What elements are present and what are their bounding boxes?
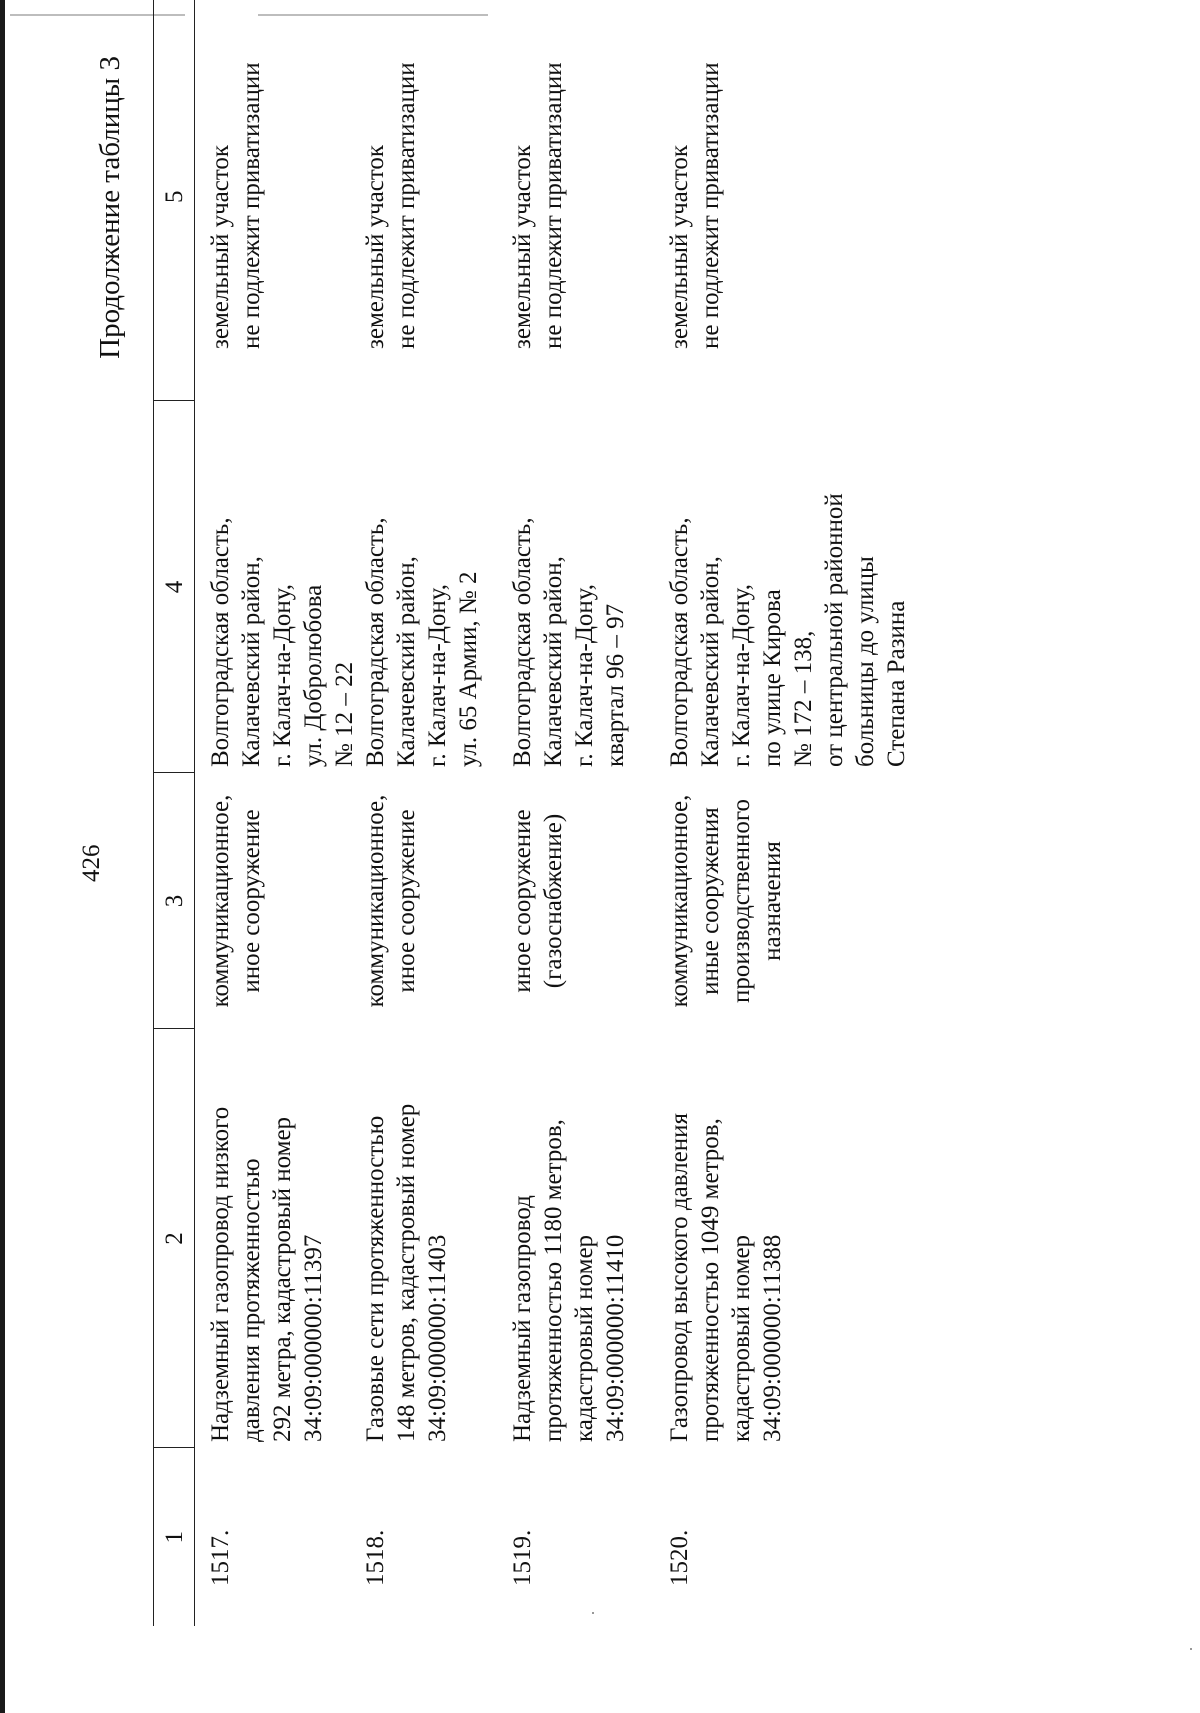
object-note [195,0,361,401]
cell-line: земельный участок [362,144,389,349]
cell-line: больницы до улицы [852,556,879,767]
cell-line: кадастровый номер [571,1234,598,1442]
object-name [664,1029,912,1448]
cell-line: ул. 65 Армии, № 2 [455,571,482,767]
cell-line: Волгоградская область, [666,517,693,767]
cell-line: Калачевский район, [697,556,724,767]
cell-line: иное сооружение [238,809,265,993]
cell-line: иное сооружение [509,809,536,993]
cell-line: № 172 – 138, [790,630,817,767]
cell-line: производственного [728,799,755,1003]
object-type [360,773,507,1029]
header-col-5: 5 [154,0,195,401]
cell-line: земельный участок [666,144,693,349]
object-note [664,0,912,401]
cell-line: кадастровый номер [728,1234,755,1442]
cell-line: Надземный газопровод [509,1195,536,1442]
table-row [195,0,361,1626]
cell-line: иное сооружение [393,809,420,993]
cell-line: Калачевский район, [540,556,567,767]
object-note [507,0,664,401]
header-col-4: 4 [154,401,195,773]
cell-line: 148 метров, кадастровый номер [393,1103,420,1442]
cell-line: г. Калач-на-Дону, [269,583,296,767]
cell-line: Газопровод высокого давления [666,1113,693,1442]
continuation-title: Продолжение таблицы 3 [94,56,126,359]
cell-line: г. Калач-на-Дону, [424,583,451,767]
object-name [507,1029,664,1448]
object-address [664,401,912,773]
cell-line: Волгоградская область, [207,517,234,767]
object-address [360,401,507,773]
cell-line: (газоснабжение) [540,813,567,989]
header-col-2: 2 [154,1029,195,1448]
object-address [507,401,664,773]
cell-line: Волгоградская область, [509,517,536,767]
table-row [664,0,912,1626]
cell-line: не подлежит приватизации [697,62,724,349]
object-address [195,401,361,773]
cell-line: протяженностью 1049 метров, [697,1118,724,1442]
cell-line: Надземный газопровод низкого [207,1106,234,1442]
header-col-1: 1 [154,1448,195,1626]
header-col-3: 3 [154,773,195,1029]
cell-line: коммуникационное, [362,794,389,1008]
cell-line: 34:09:000000:11410 [602,1234,629,1442]
cell-line: 34:09:000000:11388 [759,1234,786,1442]
cell-line: г. Калач-на-Дону, [728,583,755,767]
cell-line: земельный участок [207,144,234,349]
object-name [195,1029,361,1448]
cell-line: коммуникационное, [666,794,693,1008]
cell-line: 34:09:000000:11403 [424,1234,451,1442]
object-type [664,773,912,1029]
cell-line: ул. Добролюбова [300,584,327,767]
cell-line: № 12 – 22 [331,661,358,767]
cell-line: не подлежит приватизации [238,62,265,349]
cell-line: земельный участок [509,144,536,349]
cell-line: по улице Кирова [759,589,786,767]
cell-line: Калачевский район, [238,556,265,767]
object-name [360,1029,507,1448]
row-number: 1520. [666,1529,693,1586]
cell-line: от центральной районной [821,493,848,767]
cell-line: не подлежит приватизации [540,62,567,349]
row-number: 1519. [509,1529,536,1586]
cell-line: назначения [759,841,786,961]
cell-line: 292 метра, кадастровый номер [269,1116,296,1442]
cell-line: давления протяженностью [238,1158,265,1442]
cell-line: г. Калач-на-Дону, [571,583,598,767]
cell-line: протяженностью 1180 метров, [540,1119,567,1442]
cell-line: иные сооружения [697,807,724,995]
cell-line: Калачевский район, [393,556,420,767]
object-type [507,773,664,1029]
page-number: 426 [78,844,105,882]
table-row [360,0,507,1626]
table-row [507,0,664,1626]
cell-line: Волгоградская область, [362,517,389,767]
object-type [195,773,361,1029]
cell-line: 34:09:000000:11397 [300,1234,327,1442]
object-note [360,0,507,401]
cell-line: Степана Разина [883,600,910,767]
table-header-row [154,0,195,1626]
row-number: 1517. [207,1529,234,1586]
land-plot-table [153,0,912,1626]
cell-line: коммуникационное, [207,794,234,1008]
cell-line: квартал 96 – 97 [602,603,629,767]
cell-line: Газовые сети протяженностью [362,1115,389,1442]
cell-line: не подлежит приватизации [393,62,420,349]
row-number: 1518. [362,1529,389,1586]
